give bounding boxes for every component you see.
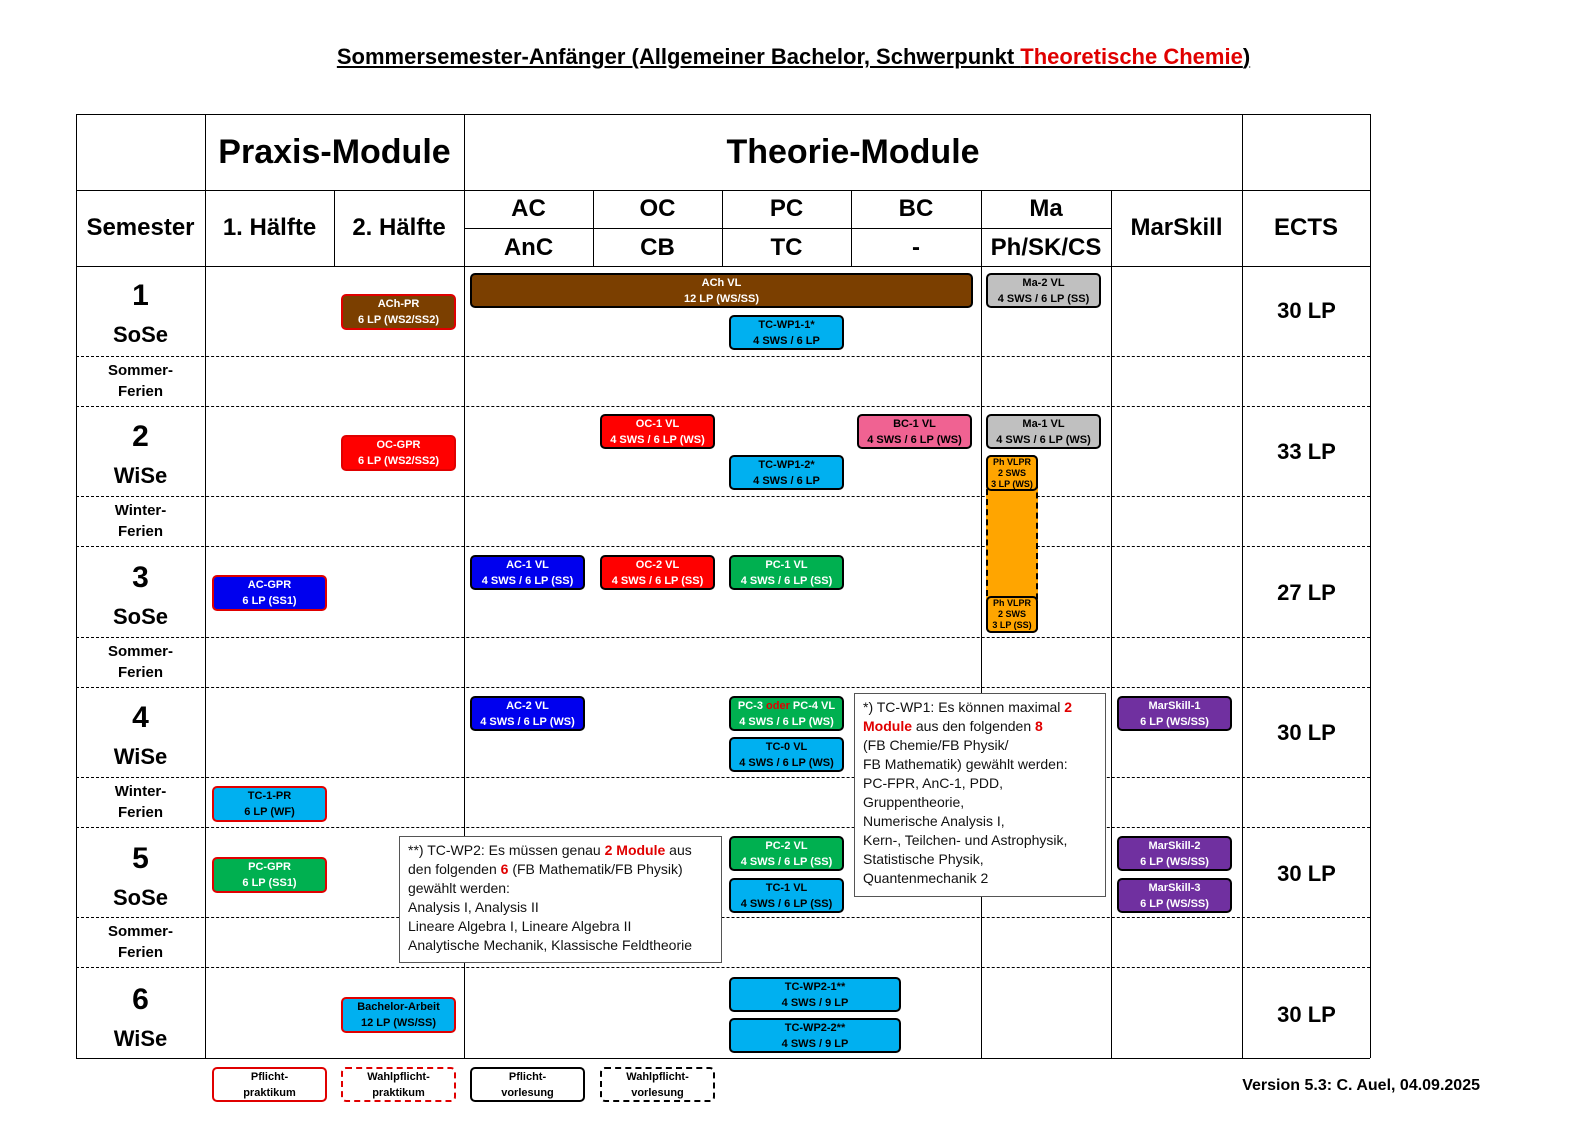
- module-bc-1[interactable]: BC-1 VL 4 SWS / 6 LP (WS): [857, 414, 972, 449]
- semester-2-number: 2: [132, 420, 149, 453]
- module-ach-pr[interactable]: ACh-PR 6 LP (WS2/SS2): [341, 294, 456, 330]
- module-tc-wp2-2[interactable]: TC-WP2-2** 4 SWS / 9 LP: [729, 1018, 901, 1053]
- break-1: Sommer- Ferien: [107, 362, 174, 400]
- break-5: Sommer- Ferien: [107, 923, 174, 961]
- grid-subheader-line: [464, 228, 1112, 229]
- legend-pflichtvorlesung: Pflicht- vorlesung: [470, 1067, 585, 1102]
- marskill-header: MarSkill: [1130, 214, 1223, 241]
- module-pc-1[interactable]: PC-1 VL 4 SWS / 6 LP (SS): [729, 555, 844, 590]
- module-tc-wp1-1[interactable]: TC-WP1-1* 4 SWS / 6 LP: [729, 315, 844, 350]
- semester-5-number: 5: [132, 842, 149, 875]
- module-tc-wp2-1[interactable]: TC-WP2-1** 4 SWS / 9 LP: [729, 977, 901, 1012]
- col-tc: TC: [770, 234, 803, 261]
- note-tc-wp1: *) TC-WP1: Es können maximal 2 Module aus den folgenden 8 (FB Chemie/FB Physik/ FB Mathematik) gewählt werden: PC-FPR, AnC-1, PDD, Gruppentheorie, Numerische Analysis I, Kern-, Teilchen- und Astrophysik, Statistische Physik, Quantenmechanik 2: [854, 693, 1106, 897]
- module-ac-2[interactable]: AC-2 VL 4 SWS / 6 LP (WS): [470, 696, 585, 731]
- col-cb: CB: [640, 234, 675, 261]
- semester-2-term: WiSe: [113, 463, 168, 488]
- module-oc-gpr[interactable]: OC-GPR 6 LP (WS2/SS2): [341, 435, 456, 471]
- semester-4-number: 4: [132, 701, 149, 734]
- module-ma-1[interactable]: Ma-1 VL 4 SWS / 6 LP (WS): [986, 414, 1101, 449]
- half2-header: 2. Hälfte: [352, 214, 446, 241]
- semester-3-number: 3: [132, 561, 149, 594]
- module-ma-2[interactable]: Ma-2 VL 4 SWS / 6 LP (SS): [986, 273, 1101, 308]
- ects-sem-4: 30 LP: [1277, 720, 1336, 745]
- semester-4-term: WiSe: [113, 744, 168, 769]
- ects-sem-3: 27 LP: [1277, 580, 1336, 605]
- col-oc: OC: [639, 195, 676, 222]
- module-tc-1-pr[interactable]: TC-1-PR 6 LP (WF): [212, 786, 327, 822]
- legend-wahlpflichtvorlesung: Wahlpflicht- vorlesung: [600, 1067, 715, 1102]
- col-pc: PC: [769, 195, 804, 222]
- praxis-header: Praxis-Module: [218, 133, 451, 171]
- ects-sem-1: 30 LP: [1277, 298, 1336, 323]
- grid-header-line: [76, 190, 1370, 191]
- col-ma: Ma: [1029, 195, 1063, 222]
- module-pc-gpr[interactable]: PC-GPR 6 LP (SS1): [212, 857, 327, 893]
- module-marskill-1[interactable]: MarSkill-1 6 LP (WS/SS): [1117, 696, 1232, 731]
- module-oc-2[interactable]: OC-2 VL 4 SWS / 6 LP (SS): [600, 555, 715, 590]
- module-ph-vlpr-ws[interactable]: Ph VLPR 2 SWS 3 LP (WS): [986, 455, 1038, 491]
- semester-5-term: SoSe: [112, 885, 169, 910]
- version-label: Version 5.3: C. Auel, 04.09.2025: [1242, 1077, 1480, 1094]
- note-tc-wp2: **) TC-WP2: Es müssen genau 2 Module aus den folgenden 6 (FB Mathematik/FB Physik) gewählt werden: Analysis I, Analysis II Lineare Algebra I, Lineare Algebra II Analytische Mechanik, Klassische Feldtheorie: [399, 836, 722, 963]
- col-dash: -: [912, 234, 920, 261]
- ects-header: ECTS: [1273, 214, 1338, 241]
- module-marskill-2[interactable]: MarSkill-2 6 LP (WS/SS): [1117, 836, 1232, 871]
- semester-1-number: 1: [132, 279, 149, 312]
- grid-top: [76, 114, 1370, 115]
- module-ac-1[interactable]: AC-1 VL 4 SWS / 6 LP (SS): [470, 555, 585, 590]
- theorie-header: Theorie-Module: [726, 133, 980, 171]
- ects-sem-5: 30 LP: [1277, 861, 1336, 886]
- page-title: Sommersemester-Anfänger (Allgemeiner Bachelor, Schwerpunkt Theoretische Chemie): [336, 44, 1251, 69]
- module-bachelor-arbeit[interactable]: Bachelor-Arbeit 12 LP (WS/SS): [341, 997, 456, 1033]
- semester-6-term: WiSe: [113, 1026, 168, 1051]
- break-2: Winter- Ferien: [114, 502, 167, 540]
- module-pc-2[interactable]: PC-2 VL 4 SWS / 6 LP (SS): [729, 836, 844, 871]
- module-ach-vl[interactable]: ACh VL 12 LP (WS/SS): [470, 273, 973, 308]
- col-ph: Ph/SK/CS: [990, 234, 1102, 261]
- module-pc-3-or-pc-4[interactable]: PC-3 oder PC-4 VL 4 SWS / 6 LP (WS): [729, 696, 844, 731]
- module-ph-vlpr-ss[interactable]: Ph VLPR 2 SWS 3 LP (SS): [986, 596, 1038, 633]
- semester-header: Semester: [86, 214, 195, 241]
- semester-1-term: SoSe: [112, 322, 169, 347]
- col-ac: AC: [511, 195, 546, 222]
- module-tc-wp1-2[interactable]: TC-WP1-2* 4 SWS / 6 LP: [729, 455, 844, 490]
- module-tc-1[interactable]: TC-1 VL 4 SWS / 6 LP (SS): [729, 878, 844, 913]
- ects-sem-6: 30 LP: [1277, 1002, 1336, 1027]
- break-3: Sommer- Ferien: [107, 643, 174, 681]
- col-anc: AnC: [503, 234, 554, 261]
- ects-sem-2: 33 LP: [1277, 439, 1336, 464]
- half1-header: 1. Hälfte: [222, 214, 317, 241]
- grid-body-top: [76, 266, 1370, 267]
- semester-6-number: 6: [132, 983, 149, 1016]
- col-bc: BC: [898, 195, 934, 222]
- module-marskill-3[interactable]: MarSkill-3 6 LP (WS/SS): [1117, 878, 1232, 913]
- module-oc-1[interactable]: OC-1 VL 4 SWS / 6 LP (WS): [600, 414, 715, 449]
- semester-3-term: SoSe: [112, 604, 169, 629]
- break-4: Winter- Ferien: [114, 783, 167, 821]
- module-ac-gpr[interactable]: AC-GPR 6 LP (SS1): [212, 575, 327, 611]
- legend-pflichtpraktikum: Pflicht- praktikum: [212, 1067, 327, 1102]
- grid-bottom: [76, 1058, 1370, 1059]
- legend-wahlpflichtpraktikum: Wahlpflicht- praktikum: [341, 1067, 456, 1102]
- module-tc-0[interactable]: TC-0 VL 4 SWS / 6 LP (WS): [729, 737, 844, 772]
